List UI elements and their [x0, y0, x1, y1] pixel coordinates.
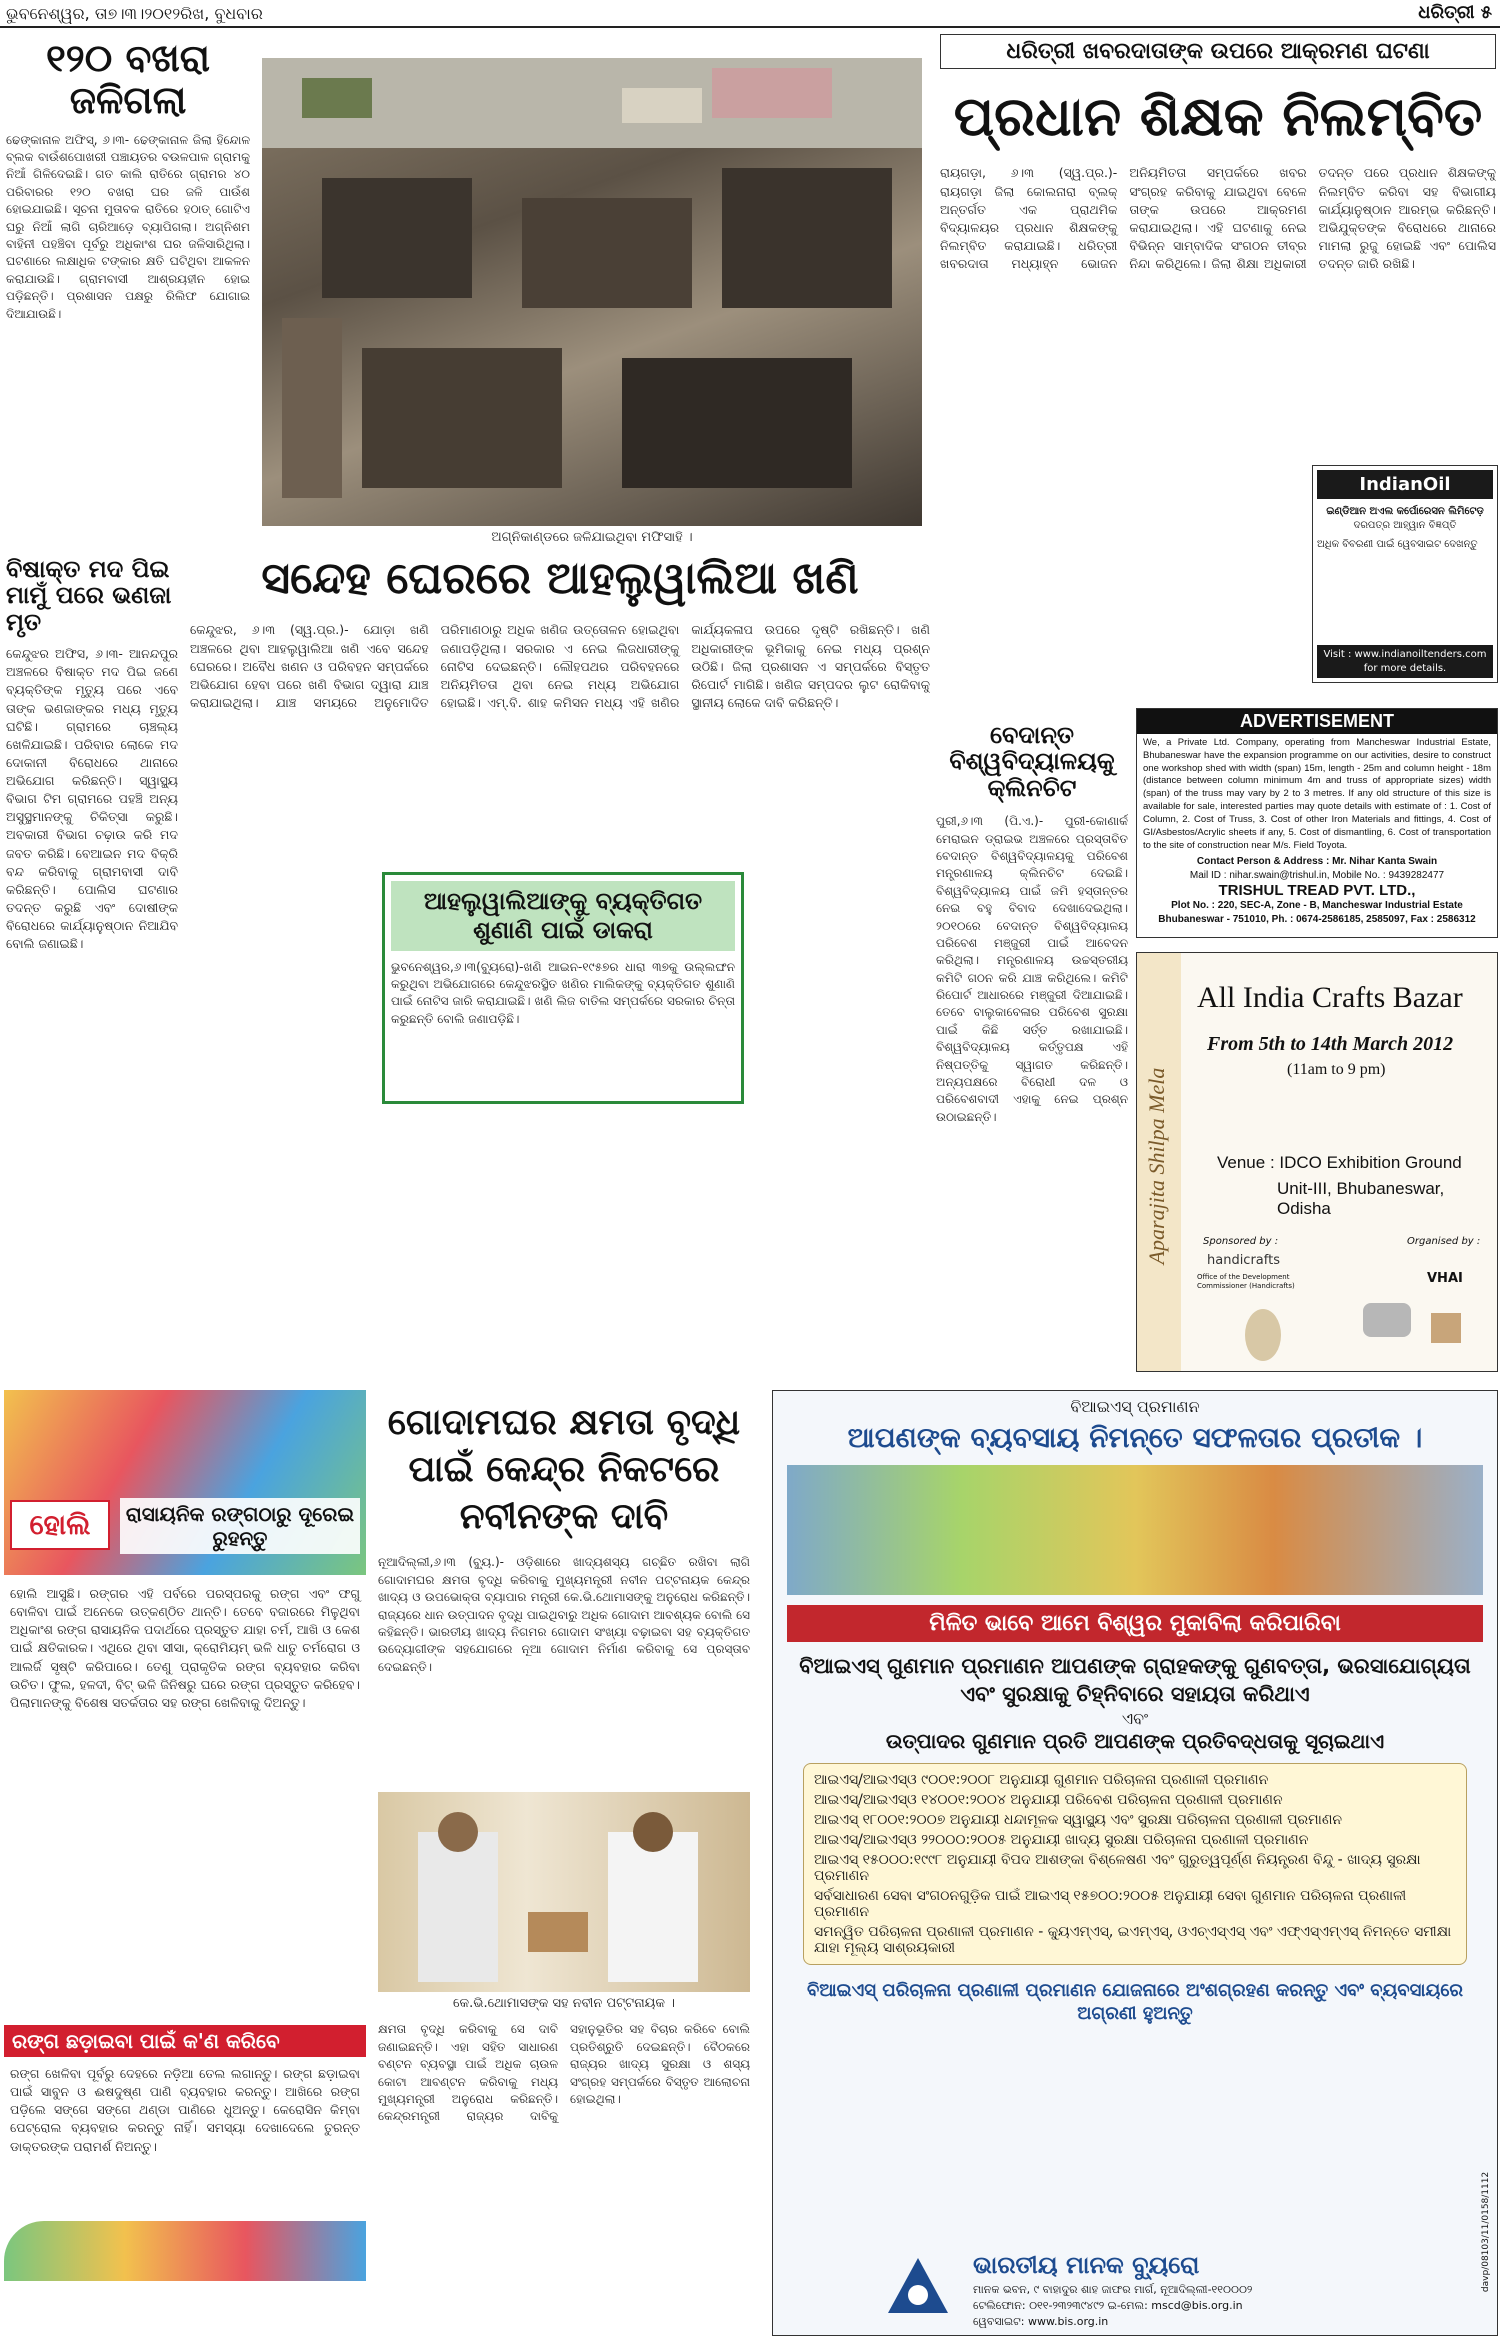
warehouse-photo	[378, 1792, 750, 1992]
trishul-ad-title: ADVERTISEMENT	[1137, 709, 1497, 734]
indianoil-line-2: ଦରପତ୍ର ଆହ୍ୱାନ ବିଜ୍ଞପ୍ତି	[1353, 519, 1457, 531]
bis-footer: ବିଆଇଏସ୍ ପରିଚାଳନା ପ୍ରଣାଳୀ ପ୍ରମାଣନ ଯୋଜନାରେ ଅଂଶଗ୍ରହଣ କରନ୍ତୁ ଏବଂ ବ୍ୟବସାୟରେ ଅଗ୍ରଣୀ ହୁଅନ୍ତୁ	[806, 1979, 1464, 2025]
bis-item: ଆଇଏସ୍ ୧୫୦୦୦:୧୯୯୮ ଅନୁଯାୟୀ ବିପଦ ଆଶଙ୍କା ବିଶ୍ଳେଷଣ ଏବଂ ଗୁରୁତ୍ୱପୂର୍ଣ୍ଣ ନିୟନ୍ତ୍ରଣ ବିନ୍ଦୁ - ଖାଦ୍ୟ ସୁରକ୍ଷା ପ୍ରମାଣନ	[814, 1851, 1421, 1884]
crafts-title: All India Crafts Bazar	[1197, 981, 1463, 1014]
crafts-art	[1233, 1283, 1473, 1363]
bis-footer-block	[773, 2245, 1497, 2335]
indianoil-visit-box	[1317, 645, 1493, 678]
fire-photo	[262, 58, 922, 526]
holi-badge: ହୋଲି	[10, 1500, 110, 1550]
story-vedanta	[936, 708, 1128, 1374]
bis-ad	[772, 1390, 1498, 2336]
bis-tel: ଟେଲିଫୋନ: ୦୧୧-୨୩୨୩୯୪୯୨ ଇ-ମେଲ: mscd@bis.org.in	[973, 2299, 1243, 2312]
bis-item: ଆଇଏସ୍/ଆଇଏସ୍ଓ ୧୪୦୦୧:୨୦୦୪ ଅନୁଯାୟୀ ପରିବେଶ ପରିଚାଳନା ପ୍ରଣାଳୀ ପ୍ରମାଣନ	[814, 1791, 1283, 1808]
crafts-org-logo: VHAI	[1427, 1271, 1463, 1286]
bis-logo-icon	[883, 2253, 953, 2323]
bis-lead-2: ଉତ୍ପାଦର ଗୁଣମାନ ପ୍ରତି ଆପଣଙ୍କ ପ୍ରତିବଦ୍ଧତାକୁ ସୂଚାଇଥାଏ	[885, 1728, 1385, 1753]
bis-top: ବିଆଇଏସ୍ ପ୍ରମାଣନ	[1070, 1397, 1200, 1416]
mine-inset-headline: ଆହଲୁୱାଲିଆଙ୍କୁ ବ୍ୟକ୍ତିଗତ ଶୁଣାଣି ପାଇଁ ଡାକରା	[391, 881, 735, 951]
crafts-venue: Venue : IDCO Exhibition Ground	[1217, 1153, 1462, 1172]
bis-org: ଭାରତୀୟ ମାନକ ବ୍ୟୁରୋ	[973, 2251, 1200, 2279]
trishul-ad-mail[interactable]: Mail ID : nihar.swain@trishul.in, Mobile No. : 9439282477	[1189, 869, 1445, 881]
page-dateline: ଭୁବନେଶ୍ୱର, ତା୭।୩।୨୦୧୨ରିଖ, ବୁଧବାର	[6, 4, 263, 23]
holi-body: ହୋଲି ଆସୁଛି। ରଙ୍ଗର ଏହି ପର୍ବରେ ପରସ୍ପରକୁ ରଙ୍ଗ ଏବଂ ଫଗୁ ବୋଳିବା ପାଇଁ ଅନେକେ ଉତ୍କଣ୍ଠିତ ଥାନ୍ତି। ତେବେ ବଜାରରେ ମିଳୁଥିବା ଅଧିକାଂଶ ରଙ୍ଗ ରାସାୟନିକ ପଦାର୍ଥରେ ପ୍ରସ୍ତୁତ ଯାହା ଚର୍ମ, ଆଖି ଓ କେଶ ପାଇଁ କ୍ଷତିକାରକ। ଏଥିରେ ଥିବା ସୀସା, କ୍ରୋମିୟମ୍ ଭଳି ଧାତୁ ଚର୍ମରୋଗ ଓ ଆଲର୍ଜି ସୃଷ୍ଟି କରିପାରେ। ତେଣୁ ପ୍ରାକୃତିକ ରଙ୍ଗ ବ୍ୟବହାର କରିବା ଉଚିତ। ଫୁଲ, ହଳଦୀ, ବିଟ୍ ଭଳି ଜିନିଷରୁ ଘରେ ରଙ୍ଗ ପ୍ରସ୍ତୁତ କରିହେବ। ପିଲାମାନଙ୍କୁ ବିଶେଷ ସତର୍କତାର ସହ ରଙ୍ଗ ଖେଳିବାକୁ ଦିଅନ୍ତୁ।	[10, 1586, 360, 1710]
bis-photo-strip	[787, 1465, 1483, 1595]
story-fire-headline: ୧୨୦ ବଖରା ଜଳିଗଲା	[45, 36, 210, 122]
bis-headline: ଆପଣଙ୍କ ବ୍ୟବସାୟ ନିମନ୍ତେ ସଫଳତାର ପ୍ରତୀକ ।	[847, 1421, 1423, 1454]
story-headmaster-headline: ପ୍ରଧାନ ଶିକ୍ଷକ ନିଲମ୍ବିତ	[953, 85, 1483, 148]
trishul-ad-body: We, a Private Ltd. Company, operating from Mancheswar Industrial Estate, Bhubaneswar have the expansion programme on our activities, desire to construct one workshop shed with width (span) 15m, length - 25m and column height - 18m (distance between column minimum 4m and truss of appropriate sizes) width (span) of the truss may vary by 2 to 3 metres. If any old structure of this size is available for sale, interested parties may quote details with estimate of : 1. Cost of Column, 2. Cost of Truss, 3. Cost of other Iron Materials and fittings, 4. Cost of GI/Asbestos/Acrylic sheets if any, 5. Cost of dismantling, 6. Cost of transportation to the site of construction near M/s. Field Toyota.	[1143, 737, 1491, 851]
bis-item: ଆଇଏସ୍/ଆଇଏସ୍ଓ ୯୦୦୧:୨୦୦୮ ଅନୁଯାୟୀ ଗୁଣମାନ ପରିଚାଳନା ପ୍ରଣାଳୀ ପ୍ରମାଣନ	[814, 1771, 1269, 1788]
bis-item: ଆଇଏସ୍ ୧୮୦୦୧:୨୦୦୭ ଅନୁଯାୟୀ ଧନ୍ଦାମୂଳକ ସ୍ୱାସ୍ଥ୍ୟ ଏବଂ ସୁରକ୍ଷା ପରିଚାଳନା ପ୍ରଣାଳୀ ପ୍ରମାଣନ	[814, 1811, 1343, 1828]
crafts-dates: From 5th to 14th March 2012	[1207, 1033, 1454, 1055]
page-header	[0, 0, 1500, 28]
crafts-ad	[1136, 952, 1498, 1372]
bis-and: ଏବଂ	[1121, 1708, 1149, 1728]
story-warehouse	[378, 1400, 750, 2335]
story-headmaster-kicker: ଧରିତ୍ରୀ ଖବରଦାତାଙ୍କ ଉପରେ ଆକ୍ରମଣ ଘଟଣା	[940, 34, 1496, 69]
holi-paint-splash	[4, 2221, 366, 2281]
crafts-sponsor-logo: handicrafts	[1207, 1253, 1280, 1268]
warehouse-photo-caption: କେ.ଭି.ଥୋମାସଙ୍କ ସହ ନବୀନ ପଟ୍ଟନାୟକ ।	[453, 1996, 675, 2012]
mine-inset-body: ଭୁବନେଶ୍ୱର,୬।୩(ବ୍ୟୁରୋ)-ଖଣି ଆଇନ-୧୯୫୭ର ଧାରା ୩୭କୁ ଉଲ୍ଲଙ୍ଘନ କରୁଥିବା ଅଭିଯୋଗରେ କେନ୍ଦୁଝରସ୍ଥିତ ଖଣିର ମାଲିକଙ୍କୁ ବ୍ୟକ୍ତିଗତ ଶୁଣାଣି ପାଇଁ ନୋଟିସ ଜାରି କରାଯାଇଛି। ଖଣି ଲିଜ ବାତିଲ ସମ୍ପର୍କରେ ସରକାର ଚିନ୍ତା କରୁଛନ୍ତି ବୋଲି ଜଣାପଡ଼ିଛି।	[391, 959, 735, 1026]
story-vedanta-headline: ବେଦାନ୍ତ ବିଶ୍ୱବିଦ୍ୟାଳୟକୁ କ୍ଲିନଚିଟ	[949, 721, 1115, 802]
fire-photo-art	[262, 58, 922, 526]
indianoil-more: for more details.	[1363, 662, 1447, 674]
story-warehouse-body-1: ନୂଆଦିଲ୍ଲୀ,୬।୩ (ବ୍ୟୁ.)- ଓଡ଼ିଶାରେ ଖାଦ୍ୟଶସ୍ୟ ଗଚ୍ଛିତ ରଖିବା ଲାଗି ଗୋଦାମଘର କ୍ଷମତା ବୃଦ୍ଧି କରିବାକୁ ମୁଖ୍ୟମନ୍ତ୍ରୀ ନବୀନ ପଟ୍ଟନାୟକ କେନ୍ଦ୍ର ଖାଦ୍ୟ ଓ ଉପଭୋକ୍ତା ବ୍ୟାପାର ମନ୍ତ୍ରୀ କେ.ଭି.ଥୋମାସଙ୍କୁ ଅନୁରୋଧ କରିଛନ୍ତି। ରାଜ୍ୟରେ ଧାନ ଉତ୍ପାଦନ ବୃଦ୍ଧି ପାଇଥିବାରୁ ଅଧିକ ଗୋଦାମ ଆବଶ୍ୟକ ବୋଲି ସେ କହିଛନ୍ତି। ଭାରତୀୟ ଖାଦ୍ୟ ନିଗମର ଗୋଦାମ ସଂଖ୍ୟା ବଢ଼ାଇବା ସହ ବ୍ୟକ୍ତିଗତ ଉଦ୍ୟୋଗୀଙ୍କ ସହଯୋଗରେ ନୂଆ ଗୋଦାମ ନିର୍ମାଣ କରିବାକୁ ସେ ପ୍ରସ୍ତାବ ଦେଇଛନ୍ତି।	[378, 1555, 750, 1674]
trishul-ad	[1136, 708, 1498, 938]
crafts-sponsor-sub: Office of the Development Commissioner (Handicrafts)	[1197, 1273, 1295, 1291]
bis-item: ସର୍ବସାଧାରଣ ସେବା ସଂଗଠନଗୁଡ଼ିକ ପାଇଁ ଆଇଏସ୍ ୧୫୭୦୦:୨୦୦୫ ଅନୁଯାୟୀ ସେବା ଗୁଣମାନ ପରିଚାଳନା ପ୍ରଣାଳୀ ପ୍ରମାଣନ	[814, 1887, 1407, 1920]
trishul-ad-plot: Plot No. : 220, SEC-A, Zone - B, Mancheswar Industrial Estate	[1171, 900, 1463, 912]
story-headmaster-body: ରାୟଗଡ଼ା, ୬।୩ (ସ୍ୱ.ପ୍ର.)- ରାୟଗଡ଼ା ଜିଲା କୋଲନାରା ବ୍ଲକ୍ ଅନ୍ତର୍ଗତ ଏକ ପ୍ରାଥମିକ ବିଦ୍ୟାଳୟର ପ୍ରଧାନ ଶିକ୍ଷକଙ୍କୁ ନିଲମ୍ବିତ କରାଯାଇଛି। ଧରିତ୍ରୀ ଖବରଦାତା ମଧ୍ୟାହ୍ନ ଭୋଜନ ଅନିୟମିତତା ସମ୍ପର୍କରେ ଖବର ସଂଗ୍ରହ କରିବାକୁ ଯାଇଥିବା ବେଳେ ତାଙ୍କ ଉପରେ ଆକ୍ରମଣ କରାଯାଇଥିଲା। ଏହି ଘଟଣାକୁ ନେଇ ବିଭିନ୍ନ ସାମ୍ବାଦିକ ସଂଗଠନ ତୀବ୍ର ନିନ୍ଦା କରିଥିଲେ। ଜିଲା ଶିକ୍ଷା ଅଧିକାରୀ ତଦନ୍ତ ପରେ ପ୍ରଧାନ ଶିକ୍ଷକଙ୍କୁ ନିଲମ୍ବିତ କରିବା ସହ ବିଭାଗୀୟ କାର୍ଯ୍ୟାନୁଷ୍ଠାନ ଆରମ୍ଭ କରିଛନ୍ତି। ଅଭିଯୁକ୍ତଙ୍କ ବିରୋଧରେ ଥାନାରେ ମାମଲା ରୁଜୁ ହୋଇଛି ଏବଂ ପୋଲିସ ତଦନ୍ତ ଜାରି ରଖିଛି।	[940, 165, 1496, 272]
story-mine-body: କେନ୍ଦୁଝର, ୬।୩ (ସ୍ୱ.ପ୍ର.)- ଯୋଡ଼ା ଖଣି ଅଞ୍ଚଳରେ ଥିବା ଆହଲୁୱାଲିଆ ଖଣି ଏବେ ସନ୍ଦେହ ଘେରରେ। ଅବୈଧ ଖଣନ ଓ ପରିବହନ ସମ୍ପର୍କରେ ଅଭିଯୋଗ ହେବା ପରେ ଖଣି ବିଭାଗ ଦ୍ୱାରା ଯାଞ୍ଚ କରାଯାଇଥିଲା। ଯାଞ୍ଚ ସମୟରେ ଅନୁମୋଦିତ ପରିମାଣଠାରୁ ଅଧିକ ଖଣିଜ ଉତ୍ତୋଳନ ହୋଇଥିବା ଜଣାପଡ଼ିଥିଲା। ସରକାର ଏ ନେଇ ଲିଜଧାରୀଙ୍କୁ ନୋଟିସ ଦେଇଛନ୍ତି। ଲୌହପଥର ପରିବହନରେ ଅନିୟମିତତା ଥିବା ନେଇ ମଧ୍ୟ ଅଭିଯୋଗ ହୋଇଛି। ଏମ୍.ବି. ଶାହ କମିସନ ମଧ୍ୟ ଏହି ଖଣିର କାର୍ଯ୍ୟକଳାପ ଉପରେ ଦୃଷ୍ଟି ରଖିଛନ୍ତି। ଖଣି ଅଧିକାରୀଙ୍କ ଭୂମିକାକୁ ନେଇ ମଧ୍ୟ ପ୍ରଶ୍ନ ଉଠିଛି। ଜିଲା ପ୍ରଶାସନ ଏ ସମ୍ପର୍କରେ ବିସ୍ତୃତ ରିପୋର୍ଟ ମାଗିଛି। ଖଣିଜ ସମ୍ପଦର ଲୁଟ ରୋକିବାକୁ ସ୍ଥାନୀୟ ଲୋକେ ଦାବି କରିଛନ୍ତି।	[190, 622, 930, 710]
holi-tips: ରଙ୍ଗ ଖେଳିବା ପୂର୍ବରୁ ଦେହରେ ନଡ଼ିଆ ତେଲ ଲଗାନ୍ତୁ। ରଙ୍ଗ ଛଡ଼ାଇବା ପାଇଁ ସାବୁନ ଓ ଈଷଦୁଷ୍ଣ ପାଣି ବ୍ୟବହାର କରନ୍ତୁ। ଆଖିରେ ରଙ୍ଗ ପଡ଼ିଲେ ସଙ୍ଗେ ସଙ୍ଗେ ଥଣ୍ଡା ପାଣିରେ ଧୁଅନ୍ତୁ। କେରୋସିନ କିମ୍ବା ପେଟ୍ରୋଲ ବ୍ୟବହାର କରନ୍ତୁ ନାହିଁ। ସମସ୍ୟା ଦେଖାଦେଲେ ତୁରନ୍ତ ଡାକ୍ତରଙ୍କ ପରାମର୍ଶ ନିଅନ୍ତୁ।	[10, 2066, 360, 2154]
indianoil-visit[interactable]: Visit : www.indianoiltenders.com	[1323, 649, 1487, 660]
crafts-side-text: Aparajita Shilpa Mela	[1144, 1067, 1169, 1265]
story-warehouse-headline: ଗୋଦାମଘର କ୍ଷମତା ବୃଦ୍ଧି ପାଇଁ କେନ୍ଦ୍ର ନିକଟରେ ନବୀନଙ୍କ ଦାବି	[387, 1402, 741, 1537]
warehouse-photo-art	[378, 1792, 750, 1992]
indianoil-ad	[1312, 465, 1498, 683]
holi-section	[4, 1390, 366, 2335]
trishul-ad-company: TRISHUL TREAD PVT. LTD.,	[1218, 882, 1416, 900]
fire-photo-caption: ଅଗ୍ନିକାଣ୍ଡରେ ଜଳିଯାଇଥିବା ମଫିସାହି ।	[491, 530, 693, 545]
trishul-ad-contact: Contact Person & Address : Mr. Nihar Kanta Swain	[1196, 856, 1438, 868]
crafts-side-banner	[1137, 953, 1181, 1371]
holi-photo	[4, 1390, 366, 1575]
story-mine-headline: ସନ୍ଦେହ ଘେରରେ ଆହଲୁୱାଲିଆ ଖଣି	[261, 553, 859, 604]
bis-lead: ବିଆଇଏସ୍ ଗୁଣମାନ ପ୍ରମାଣନ ଆପଣଙ୍କ ଗ୍ରାହକଙ୍କୁ ଗୁଣବତ୍ତା, ଭରସାଯୋଗ୍ୟତା ଏବଂ ସୁରକ୍ଷାକୁ ଚିହ୍ନିବାରେ ସହାୟତା କରିଥାଏ	[799, 1654, 1471, 1707]
story-fire	[6, 34, 250, 354]
bis-web[interactable]: ୱେବସାଇଟ: www.bis.org.in	[973, 2315, 1109, 2328]
crafts-organised-label: Organised by :	[1407, 1236, 1481, 1247]
crafts-venue-2: Unit-III, Bhubaneswar, Odisha	[1277, 1179, 1445, 1218]
page-masthead: ଧରିତ୍ରୀ ୫	[1418, 2, 1492, 23]
story-liquor-body: କେନ୍ଦୁଝର ଅଫିସ, ୬।୩- ଆନନ୍ଦପୁର ଅଞ୍ଚଳରେ ବିଷାକ୍ତ ମଦ ପିଇ ଜଣେ ବ୍ୟକ୍ତିଙ୍କ ମୃତ୍ୟୁ ପରେ ଏବେ ତାଙ୍କ ଭଣଜାଙ୍କର ମଧ୍ୟ ମୃତ୍ୟୁ ଘଟିଛି। ଗ୍ରାମରେ ଚାଞ୍ଚଲ୍ୟ ଖେଳିଯାଇଛି। ପରିବାର ଲୋକେ ମଦ ଦୋକାନୀ ବିରୋଧରେ ଥାନାରେ ଅଭିଯୋଗ କରିଛନ୍ତି। ସ୍ୱାସ୍ଥ୍ୟ ବିଭାଗ ଟିମ ଗ୍ରାମରେ ପହଞ୍ଚି ଅନ୍ୟ ଅସୁସ୍ଥମାନଙ୍କୁ ଚିକିତ୍ସା କରୁଛି। ଅବକାରୀ ବିଭାଗ ଚଢ଼ାଉ କରି ମଦ ଜବତ କରିଛି। ବେଆଇନ ମଦ ବିକ୍ରି ବନ୍ଦ କରିବାକୁ ଗ୍ରାମବାସୀ ଦାବି କରିଛନ୍ତି। ପୋଲିସ ଘଟଣାର ତଦନ୍ତ କରୁଛି ଏବଂ ଦୋଷୀଙ୍କ ବିରୋଧରେ କାର୍ଯ୍ୟାନୁଷ୍ଠାନ ନିଆଯିବ ବୋଲି ଜଣାଇଛି।	[6, 646, 178, 952]
story-liquor-headline: ବିଷାକ୍ତ ମଦ ପିଇ ମାମୁଁ ପରେ ଭଣଜା ମୃତ	[6, 555, 172, 636]
indianoil-line-1: ଇଣ୍ଡିଆନ ଅଏଲ କର୍ପୋରେସନ ଲିମିଟେଡ଼	[1326, 506, 1484, 517]
story-fire-body: ଢେଙ୍କାନାଳ ଅଫିସ୍, ୬।୩- ଢେଙ୍କାନାଳ ଜିଲା ହିନ୍ଦୋଳ ବ୍ଲକ ବାଉଁଶପୋଖରୀ ପଞ୍ଚାୟତର ବଉଳପାଳ ଗ୍ରାମକୁ ନିଆଁ ଗିଳିଦେଇଛି। ଗତ କାଲି ରାତିରେ ଗ୍ରାମର ୪୦ ପରିବାରର ୧୨୦ ବଖରା ଘର ଜଳି ପାଉଁଶ ହୋଇଯାଇଛି। ସୂଚନା ମୁତାବକ ରାତିରେ ହଠାତ୍ ଗୋଟିଏ ଘରୁ ନିଆଁ ଲାଗି ଚାରିଆଡ଼େ ବ୍ୟାପିଗଲା। ଅଗ୍ନିଶମ ବାହିନୀ ପହଞ୍ଚିବା ପୂର୍ବରୁ ଅଧିକାଂଶ ଘର ଜଳିସାରିଥିଲା। ଘଟଣାରେ ଲକ୍ଷାଧିକ ଟଙ୍କାର କ୍ଷତି ଘଟିଥିବା ଆକଳନ କରାଯାଉଛି। ଗ୍ରାମବାସୀ ଆଶ୍ରୟହୀନ ହୋଇ ପଡ଼ିଛନ୍ତି। ପ୍ରଶାସନ ପକ୍ଷରୁ ରିଲିଫ ଯୋଗାଇ ଦିଆଯାଉଛି।	[6, 132, 250, 321]
bis-code: davp/08103/11/0158/1112	[1480, 2171, 1491, 2293]
bis-item: ଆଇଏସ୍/ଆଇଏସ୍ଓ ୨୨୦୦୦:୨୦୦୫ ଅନୁଯାୟୀ ଖାଦ୍ୟ ସୁରକ୍ଷା ପରିଚାଳନା ପ୍ରଣାଳୀ ପ୍ରମାଣନ	[814, 1831, 1309, 1848]
story-liquor	[0, 548, 184, 1378]
bis-band: ମିଳିତ ଭାବେ ଆମେ ବିଶ୍ୱର ମୁକାବିଲା କରିପାରିବା	[787, 1605, 1483, 1642]
holi-headline: ରାସାୟନିକ ରଙ୍ଗଠାରୁ ଦୂରେଇ ରୁହନ୍ତୁ	[120, 1498, 360, 1554]
story-vedanta-body: ପୁରୀ,୬।୩ (ପି.ଏ.)- ପୁରୀ-କୋଣାର୍କ ମେରାଇନ ଡ୍ରାଇଭ ଅଞ୍ଚଳରେ ପ୍ରସ୍ତାବିତ ବେଦାନ୍ତ ବିଶ୍ୱବିଦ୍ୟାଳୟକୁ ପରିବେଶ ମନ୍ତ୍ରଣାଳୟ କ୍ଲିନଚିଟ ଦେଇଛି। ବିଶ୍ୱବିଦ୍ୟାଳୟ ପାଇଁ ଜମି ହସ୍ତାନ୍ତର ନେଇ ବହୁ ବିବାଦ ଦେଖାଦେଇଥିଲା। ୨୦୧୦ରେ ବେଦାନ୍ତ ବିଶ୍ୱବିଦ୍ୟାଳୟ ପରିବେଶ ମଞ୍ଜୁରୀ ପାଇଁ ଆବେଦନ କରିଥିଲା। ମନ୍ତ୍ରଣାଳୟ ଉଚ୍ଚସ୍ତରୀୟ କମିଟି ଗଠନ କରି ଯାଞ୍ଚ କରିଥିଲେ। କମିଟି ରିପୋର୍ଟ ଆଧାରରେ ମଞ୍ଜୁରୀ ଦିଆଯାଇଛି। ତେବେ ବାଲୁକାବେଳାର ପରିବେଶ ସୁରକ୍ଷା ପାଇଁ କିଛି ସର୍ତ୍ତ ରଖାଯାଇଛି। ବିଶ୍ୱବିଦ୍ୟାଳୟ କର୍ତ୍ତୃପକ୍ଷ ଏହି ନିଷ୍ପତ୍ତିକୁ ସ୍ୱାଗତ କରିଛନ୍ତି। ଅନ୍ୟପକ୍ଷରେ ବିରୋଧୀ ଦଳ ଓ ପରିବେଶବାଦୀ ଏହାକୁ ନେଇ ପ୍ରଶ୍ନ ଉଠାଇଛନ୍ତି।	[936, 814, 1128, 1124]
crafts-sponsored-label: Sponsored by :	[1203, 1236, 1279, 1247]
crafts-time: (11am to 9 pm)	[1287, 1061, 1386, 1078]
indianoil-line-3: ଅଧିକ ବିବରଣୀ ପାଇଁ ୱେବସାଇଟ ଦେଖନ୍ତୁ	[1317, 539, 1478, 550]
story-warehouse-body-2: କ୍ଷମତା ବୃଦ୍ଧି କରିବାକୁ ସେ ଦାବି ଜଣାଇଛନ୍ତି। ଏହା ସହିତ ସାଧାରଣ ବଣ୍ଟନ ବ୍ୟବସ୍ଥା ପାଇଁ ଅଧିକ ଚାଉଳ କୋଟା ଆବଣ୍ଟନ କରିବାକୁ ମଧ୍ୟ ମୁଖ୍ୟମନ୍ତ୍ରୀ ଅନୁରୋଧ କରିଛନ୍ତି। କେନ୍ଦ୍ରମନ୍ତ୍ରୀ ରାଜ୍ୟର ଦାବିକୁ ସହାନୁଭୂତିର ସହ ବିଚାର କରିବେ ବୋଲି ପ୍ରତିଶ୍ରୁତି ଦେଇଛନ୍ତି। ବୈଠକରେ ରାଜ୍ୟର ଖାଦ୍ୟ ସୁରକ୍ଷା ଓ ଶସ୍ୟ ସଂଗ୍ରହ ସମ୍ପର୍କରେ ବିସ୍ତୃତ ଆଲୋଚନା ହୋଇଥିଲା।	[378, 2022, 750, 2124]
bis-addr: ମାନକ ଭବନ, ୯ ବାହାଦୁର ଶାହ ଜାଫର ମାର୍ଗ, ନୂଆଦିଲ୍ଲୀ-୧୧୦୦୦୨	[973, 2283, 1253, 2296]
mine-inset	[382, 872, 744, 1104]
trishul-ad-phone: Bhubaneswar - 751010, Ph. : 0674-2586185, 2585097, Fax : 2586312	[1158, 913, 1476, 925]
bis-item: ସମନ୍ୱିତ ପରିଚାଳନା ପ୍ରଣାଳୀ ପ୍ରମାଣନ - କ୍ୟୁଏମ୍ଏସ୍, ଇଏମ୍ଏସ୍, ଓଏଚ୍ଏସ୍ଏସ୍ ଏବଂ ଏଫ୍ଏସ୍ଏମ୍ଏସ୍ ନିମନ୍ତେ ସମୀକ୍ଷା ଯାହା ମୂଲ୍ୟ ସାଶ୍ରୟକାରୀ	[814, 1923, 1452, 1956]
bis-list	[803, 1763, 1467, 1965]
holi-subhead: ରଙ୍ଗ ଛଡ଼ାଇବା ପାଇଁ କ'ଣ କରିବେ	[4, 2025, 366, 2057]
indianoil-brand: IndianOil	[1317, 470, 1493, 499]
